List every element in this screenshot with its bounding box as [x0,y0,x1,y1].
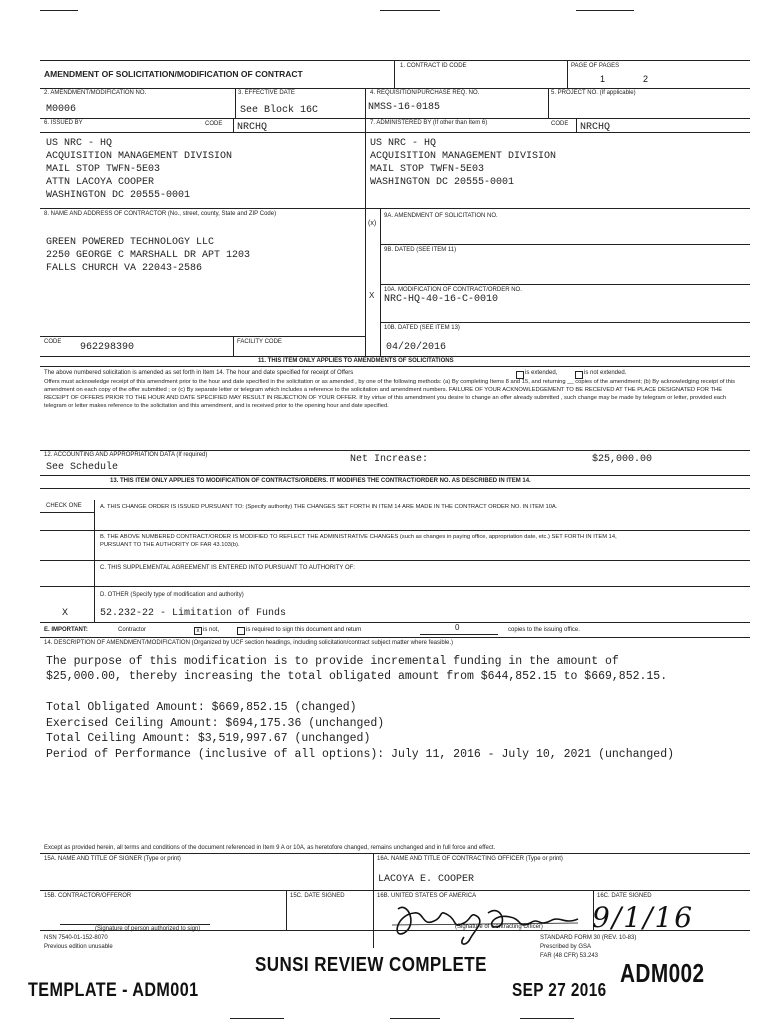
issued-by-label: 6. ISSUED BY [44,120,83,126]
check-one-label: CHECK ONE [46,503,82,509]
contractor-code-label: CODE [44,339,62,345]
requisition-label: 4. REQUISITION/PURCHASE REQ. NO. [370,90,480,96]
date-stamp: SEP 27 2016 [512,980,607,1000]
is-required-label: is required to sign this document and return [246,627,362,633]
contractor-date-label: 15C. DATE SIGNED [290,893,345,899]
except-text: Except as provided herein, all terms and conditions of the document referenced in Item 9 A or 10A, as heretofore changed, remains unchanged and in full force and effect. [44,845,496,851]
item13a-text: A. THIS CHANGE ORDER IS ISSUED PURSUANT TO: (Specify authority) THE CHANGES SET FORTH IN ITEM 14 ARE MADE IN THE CONTRACT ORDER NO. IN ITEM 10A. [100,504,558,510]
not-extended-label: is not extended. [584,370,627,376]
net-increase-value: $25,000.00 [592,454,653,465]
item13d-x-mark: X [62,608,69,619]
far-text: FAR (48 CFR) 53.243 [540,953,599,959]
important-label: E. IMPORTANT: [44,627,88,633]
contractor-line: FALLS CHURCH VA 22043-2586 [46,263,203,274]
block10b-label: 10B. DATED (SEE ITEM 13) [384,325,460,331]
issued-address-line: WASHINGTON DC 20555-0001 [46,190,191,201]
issued-code-value: NRCHQ [237,122,268,133]
issued-address-line: ACQUISITION MANAGEMENT DIVISION [46,151,233,162]
project-no-label: 5. PROJECT NO. (If applicable) [551,90,636,96]
contract-id-code-label: 1. CONTRACT ID CODE [400,63,467,69]
admin-code-value: NRCHQ [580,122,611,133]
signed-date-handwritten: 9/1/16 [592,901,695,934]
block9a-label: 9A. AMENDMENT OF SOLICITATION NO. [384,213,498,219]
item13b-text: B. THE ABOVE NUMBERED CONTRACT/ORDER IS MODIFIED TO REFLECT THE ADMINISTRATIVE CHANGES (such as changes in paying office, appropriation date, etc.) SET FORTH IN ITEM 14, PURSUANT TO THE AUTHORITY OF FAR 43.103(b). [100,534,617,548]
contractor-offeror-label: 15B. CONTRACTOR/OFFEROR [44,893,132,899]
block10b-value: 04/20/2016 [386,342,447,353]
administered-by-label: 7. ADMINISTERED BY (If other than Item 6) [370,120,488,126]
contractor-line: GREEN POWERED TECHNOLOGY LLC [46,237,215,248]
block9-x-mark: (x) [368,220,377,227]
issued-address-line: MAIL STOP TWFN-5E03 [46,164,161,175]
contractor-label: 8. NAME AND ADDRESS OF CONTRACTOR (No., street, county, State and ZIP Code) [44,211,277,217]
admin-address-line: ACQUISITION MANAGEMENT DIVISION [370,151,557,162]
officer-date-label: 16C. DATE SIGNED [597,893,652,899]
is-required-checkbox[interactable] [237,627,245,635]
item14-detail: Total Ceiling Amount: $3,519,997.67 (unchanged) [46,732,371,745]
item14-line: $25,000.00, thereby increasing the total obligated amount from $644,852.15 to $669,852.15. [46,670,668,683]
is-not-checkbox[interactable]: x [194,627,202,635]
item12-label: 12. ACCOUNTING AND APPROPRIATION DATA (If required) [44,452,208,458]
signature-officer-caption: (Signature of Contracting Officer) [455,924,543,930]
effective-date-label: 3. EFFECTIVE DATE [238,90,295,96]
item14-label: 14. DESCRIPTION OF AMENDMENT/MODIFICATION (Organized by UCF section headings, including solicitation/contract subject matter where feasible.) [44,640,454,646]
page-label: PAGE OF PAGES [571,63,620,69]
block10a-label: 10A. MODIFICATION OF CONTRACT/ORDER NO. [384,287,522,293]
admin-address-line: US NRC - HQ [370,138,437,149]
admin-address-line: MAIL STOP TWFN-5E03 [370,164,485,175]
block10a-value: NRC-HQ-40-16-C-0010 [384,294,499,305]
amendment-no-label: 2. AMENDMENT/MODIFICATION NO. [44,90,147,96]
item13-header: 13. THIS ITEM ONLY APPLIES TO MODIFICATION OF CONTRACTS/ORDERS. IT MODIFIES THE CONTRACT/ORDER NO. AS DESCRIBED IN ITEM 14. [110,478,531,484]
signer-label: 15A. NAME AND TITLE OF SIGNER (Type or print) [44,856,181,862]
facility-code-label: FACILITY CODE [237,339,282,345]
item11-intro: The above numbered solicitation is amended as set forth in Item 14. The hour and date specified for receipt of Offers [44,370,354,376]
nsn-text: NSN 7540-01-152-8070 [44,935,108,941]
signature-person-caption: (Signature of person authorized to sign) [95,926,201,932]
issued-address-line: US NRC - HQ [46,138,113,149]
effective-date-value: See Block 16C [240,105,319,116]
admin-address-line: WASHINGTON DC 20555-0001 [370,177,515,188]
contractor-code-value: 962298390 [80,342,135,353]
standard-form-text: STANDARD FORM 30 (REV. 10-83) [540,935,637,941]
item14-detail: Total Obligated Amount: $669,852.15 (changed) [46,701,357,714]
prescribed-text: Prescribed by GSA [540,944,592,950]
page-number: 1 [600,74,606,84]
item11-header: 11. THIS ITEM ONLY APPLIES TO AMENDMENTS OF SOLICITATIONS [258,358,454,364]
copies-value: 0 [455,623,460,632]
item14-line: The purpose of this modification is to provide incremental funding in the amount of [46,655,619,668]
item11-body: Offers must acknowledge receipt of this amendment prior to the hour and date specified in the solicitation or as amended , by one of the following methods: (a) By completing Items 8 and 15, and returning __ copies of the amendment; (b) By acknowledging receipt of this amendment on each copy of the offer submitted ; or (c) By separate letter or telegram which includes a reference to the solicitation and amendment numbers. FAILURE OF YOUR ACKNOWLEDGEMENT TO BE RECEIVED AT THE PLACE DESIGNATED FOR THE RECEIPT OF OFFERS PRIOR TO THE HOUR AND DATE SPECIFIED MAY RESULT IN REJECTION OF YOUR OFFER. If by virtue of this amendment you desire to change an offer already submitted , such change may be made by telegram or letter, provided each telegram or letter makes reference to the solicitation and this amendment, and is received prior to the opening hour and date specified. [44,379,736,409]
item14-detail: Exercised Ceiling Amount: $694,175.36 (unchanged) [46,717,385,730]
is-not-label: is not, [203,627,220,633]
usa-label: 16B. UNITED STATES OF AMERICA [377,893,477,899]
template-stamp: TEMPLATE - ADM001 [28,980,199,1001]
net-increase-label: Net Increase: [350,454,429,465]
item12-value: See Schedule [46,462,119,473]
contractor-word: Contractor [118,627,147,633]
officer-name: LACOYA E. COOPER [378,874,475,885]
admin-code-label: CODE [551,121,569,127]
requisition-value: NMSS-16-0185 [368,102,441,113]
item13d-text: D. OTHER (Specify type of modification and authority) [100,592,244,598]
is-extended-label: is extended, [525,370,558,376]
amendment-no-value: M0006 [46,104,77,115]
block9b-label: 9B. DATED (SEE ITEM 11) [384,247,457,253]
form-title: AMENDMENT OF SOLICITATION/MODIFICATION OF CONTRACT [44,69,303,79]
block10-x-mark: X [369,291,375,300]
issued-code-label: CODE [205,121,223,127]
issued-address-line: ATTN LACOYA COOPER [46,177,155,188]
pages-total: 2 [643,74,649,84]
previous-edition-text: Previous edition unusable [44,944,113,950]
adm-stamp: ADM002 [620,958,705,988]
item14-detail: Period of Performance (inclusive of all options): July 11, 2016 - July 10, 2021 (unchanged) [46,748,675,761]
copies-text: copies to the issuing office. [508,627,580,633]
item13d-value: 52.232-22 - Limitation of Funds [100,608,287,619]
item13c-text: C. THIS SUPPLEMENTAL AGREEMENT IS ENTERED INTO PURSUANT TO AUTHORITY OF: [100,565,355,571]
contractor-line: 2250 GEORGE C MARSHALL DR APT 1203 [46,250,251,261]
officer-label: 16A. NAME AND TITLE OF CONTRACTING OFFICER (Type or print) [377,856,563,862]
sunsi-review-stamp: SUNSI REVIEW COMPLETE [255,954,487,976]
